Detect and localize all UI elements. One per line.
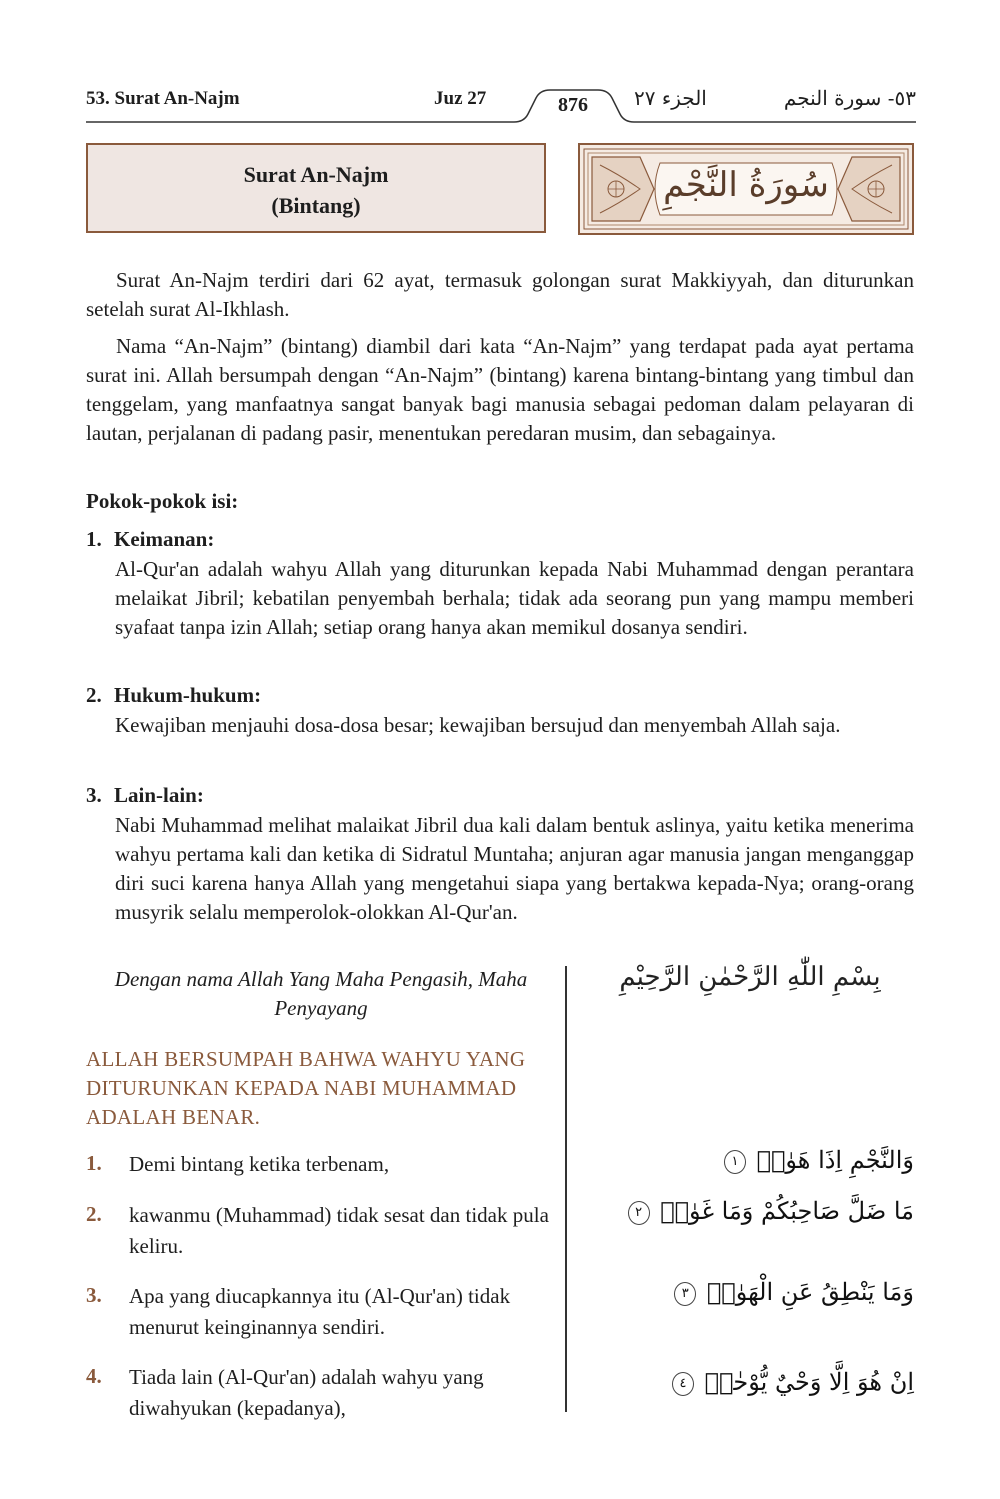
- surah-ornament-box: [578, 143, 914, 235]
- intro-paragraph: Nama “An-Najm” (bintang) diambil dari kata “An-Najm” yang terdapat pada ayat pertama surat ini. Allah bersumpah dengan “An-Najm” (bintang) karena bintang-bintang yang timbul dan tenggelam, yang manfaatnya sangat banyak bagi manusia sebagai pedoman dalam pelayaran di lautan, perjalanan di padang pasir, menentukan peredaran musim, dan sebagainya.: [86, 334, 914, 445]
- verse-translation: Apa yang diucapkannya itu (Al-Qur'an) tidak menurut keinginannya sendiri.: [129, 1284, 511, 1339]
- surah-title-box: [86, 143, 546, 233]
- verse-arabic: [628, 1197, 914, 1225]
- verse-arabic-text: وَالنَّجْمِ اِذَا هَوٰىۙ: [756, 1146, 914, 1174]
- surah-subtitle: (Bintang): [271, 193, 361, 218]
- point-number: 1.: [86, 527, 102, 551]
- verse-arabic: [724, 1146, 914, 1174]
- point-body: Al-Qur'an adalah wahyu Allah yang diturunkan kepada Nabi Muhammad dengan perantara melaikat Jibril; kebatilan penyembah berhala; tidak ada seorang pun yang mampu memberi syafaat tanpa izin Allah; setiap orang hanya akan memikul dosanya sendiri.: [115, 557, 914, 639]
- verse-number: 1.: [86, 1151, 102, 1175]
- page-header: [86, 86, 916, 126]
- point-heading: [86, 527, 214, 552]
- point-body: Kewajiban menjauhi dosa-dosa besar; kewajiban bersujud dan menyembah Allah saja.: [115, 713, 841, 737]
- header-surah-arabic: ٥٣- سورة النجم: [783, 86, 916, 110]
- verse-translation: Demi bintang ketika terbenam,: [129, 1152, 390, 1176]
- verse-arabic: [672, 1368, 914, 1396]
- header-surah-label: 53. Surat An-Najm: [86, 88, 240, 109]
- basmalah-arabic: بِسْمِ اللّٰهِ الرَّحْمٰنِ الرَّحِيْمِ: [619, 962, 881, 992]
- basmalah-translation: Dengan nama Allah Yang Maha Pengasih, Maha Penyayang: [114, 967, 528, 1020]
- header-juz-arabic: الجزء ٢٧: [634, 86, 707, 110]
- verse-end-marker-icon: ١: [724, 1150, 746, 1174]
- verse-end-marker-icon: ٣: [674, 1282, 696, 1306]
- point-title: Lain-lain:: [114, 783, 204, 807]
- page-number: 876: [558, 94, 588, 116]
- point-heading: [86, 683, 261, 708]
- verse-end-marker-icon: ٢: [628, 1201, 650, 1225]
- verse-translation: kawanmu (Muhammad) tidak sesat dan tidak pula keliru.: [129, 1203, 549, 1258]
- section-heading: ALLAH BERSUMPAH BAHWA WAHYU YANG DITURUNKAN KEPADA NABI MUHAMMAD ADALAH BENAR.: [86, 1047, 526, 1129]
- verse-end-marker-icon: ٤: [672, 1372, 694, 1396]
- header-juz-label: Juz 27: [434, 88, 487, 109]
- surah-title: Surat An-Najm: [243, 162, 389, 187]
- section-title: Pokok-pokok isi:: [86, 489, 239, 513]
- verse-arabic: [674, 1278, 914, 1306]
- point-number: 3.: [86, 783, 102, 807]
- point-title: Hukum-hukum:: [114, 683, 262, 707]
- point-title: Keimanan:: [114, 527, 215, 551]
- point-heading: [86, 783, 204, 808]
- verse-number: 2.: [86, 1202, 102, 1226]
- verse-translation: Tiada lain (Al-Qur'an) adalah wahyu yang diwahyukan (kepadanya),: [129, 1365, 484, 1420]
- verse-arabic-text: مَا ضَلَّ صَاحِبُكُمْ وَمَا غَوٰىۚ: [660, 1197, 914, 1225]
- point-number: 2.: [86, 683, 102, 707]
- surah-arabic-name: سُورَةُ النَّجْمِ: [663, 165, 829, 205]
- intro-paragraph: Surat An-Najm terdiri dari 62 ayat, termasuk golongan surat Makkiyyah, dan diturunkan setelah surat Al-Ikhlash.: [86, 268, 914, 321]
- verse-arabic-text: اِنْ هُوَ اِلَّا وَحْيٌ يُّوْحٰىۙ: [704, 1368, 914, 1396]
- point-body: Nabi Muhammad melihat malaikat Jibril dua kali dalam bentuk aslinya, yaitu ketika menerima wahyu pertama kali dan ketika di Sidratul Muntaha; anjuran agar manusia jangan menganggap diri suci karena hanya Allah yang mengetahui siapa yang bertakwa kepada-Nya; orang-orang musyrik selalu memperolok-olokkan Al-Qur'an.: [115, 813, 914, 924]
- verse-number: 4.: [86, 1364, 102, 1388]
- verse-number: 3.: [86, 1283, 102, 1307]
- verse-arabic-text: وَمَا يَنْطِقُ عَنِ الْهَوٰىۗ: [706, 1278, 914, 1306]
- column-divider: [565, 966, 567, 1412]
